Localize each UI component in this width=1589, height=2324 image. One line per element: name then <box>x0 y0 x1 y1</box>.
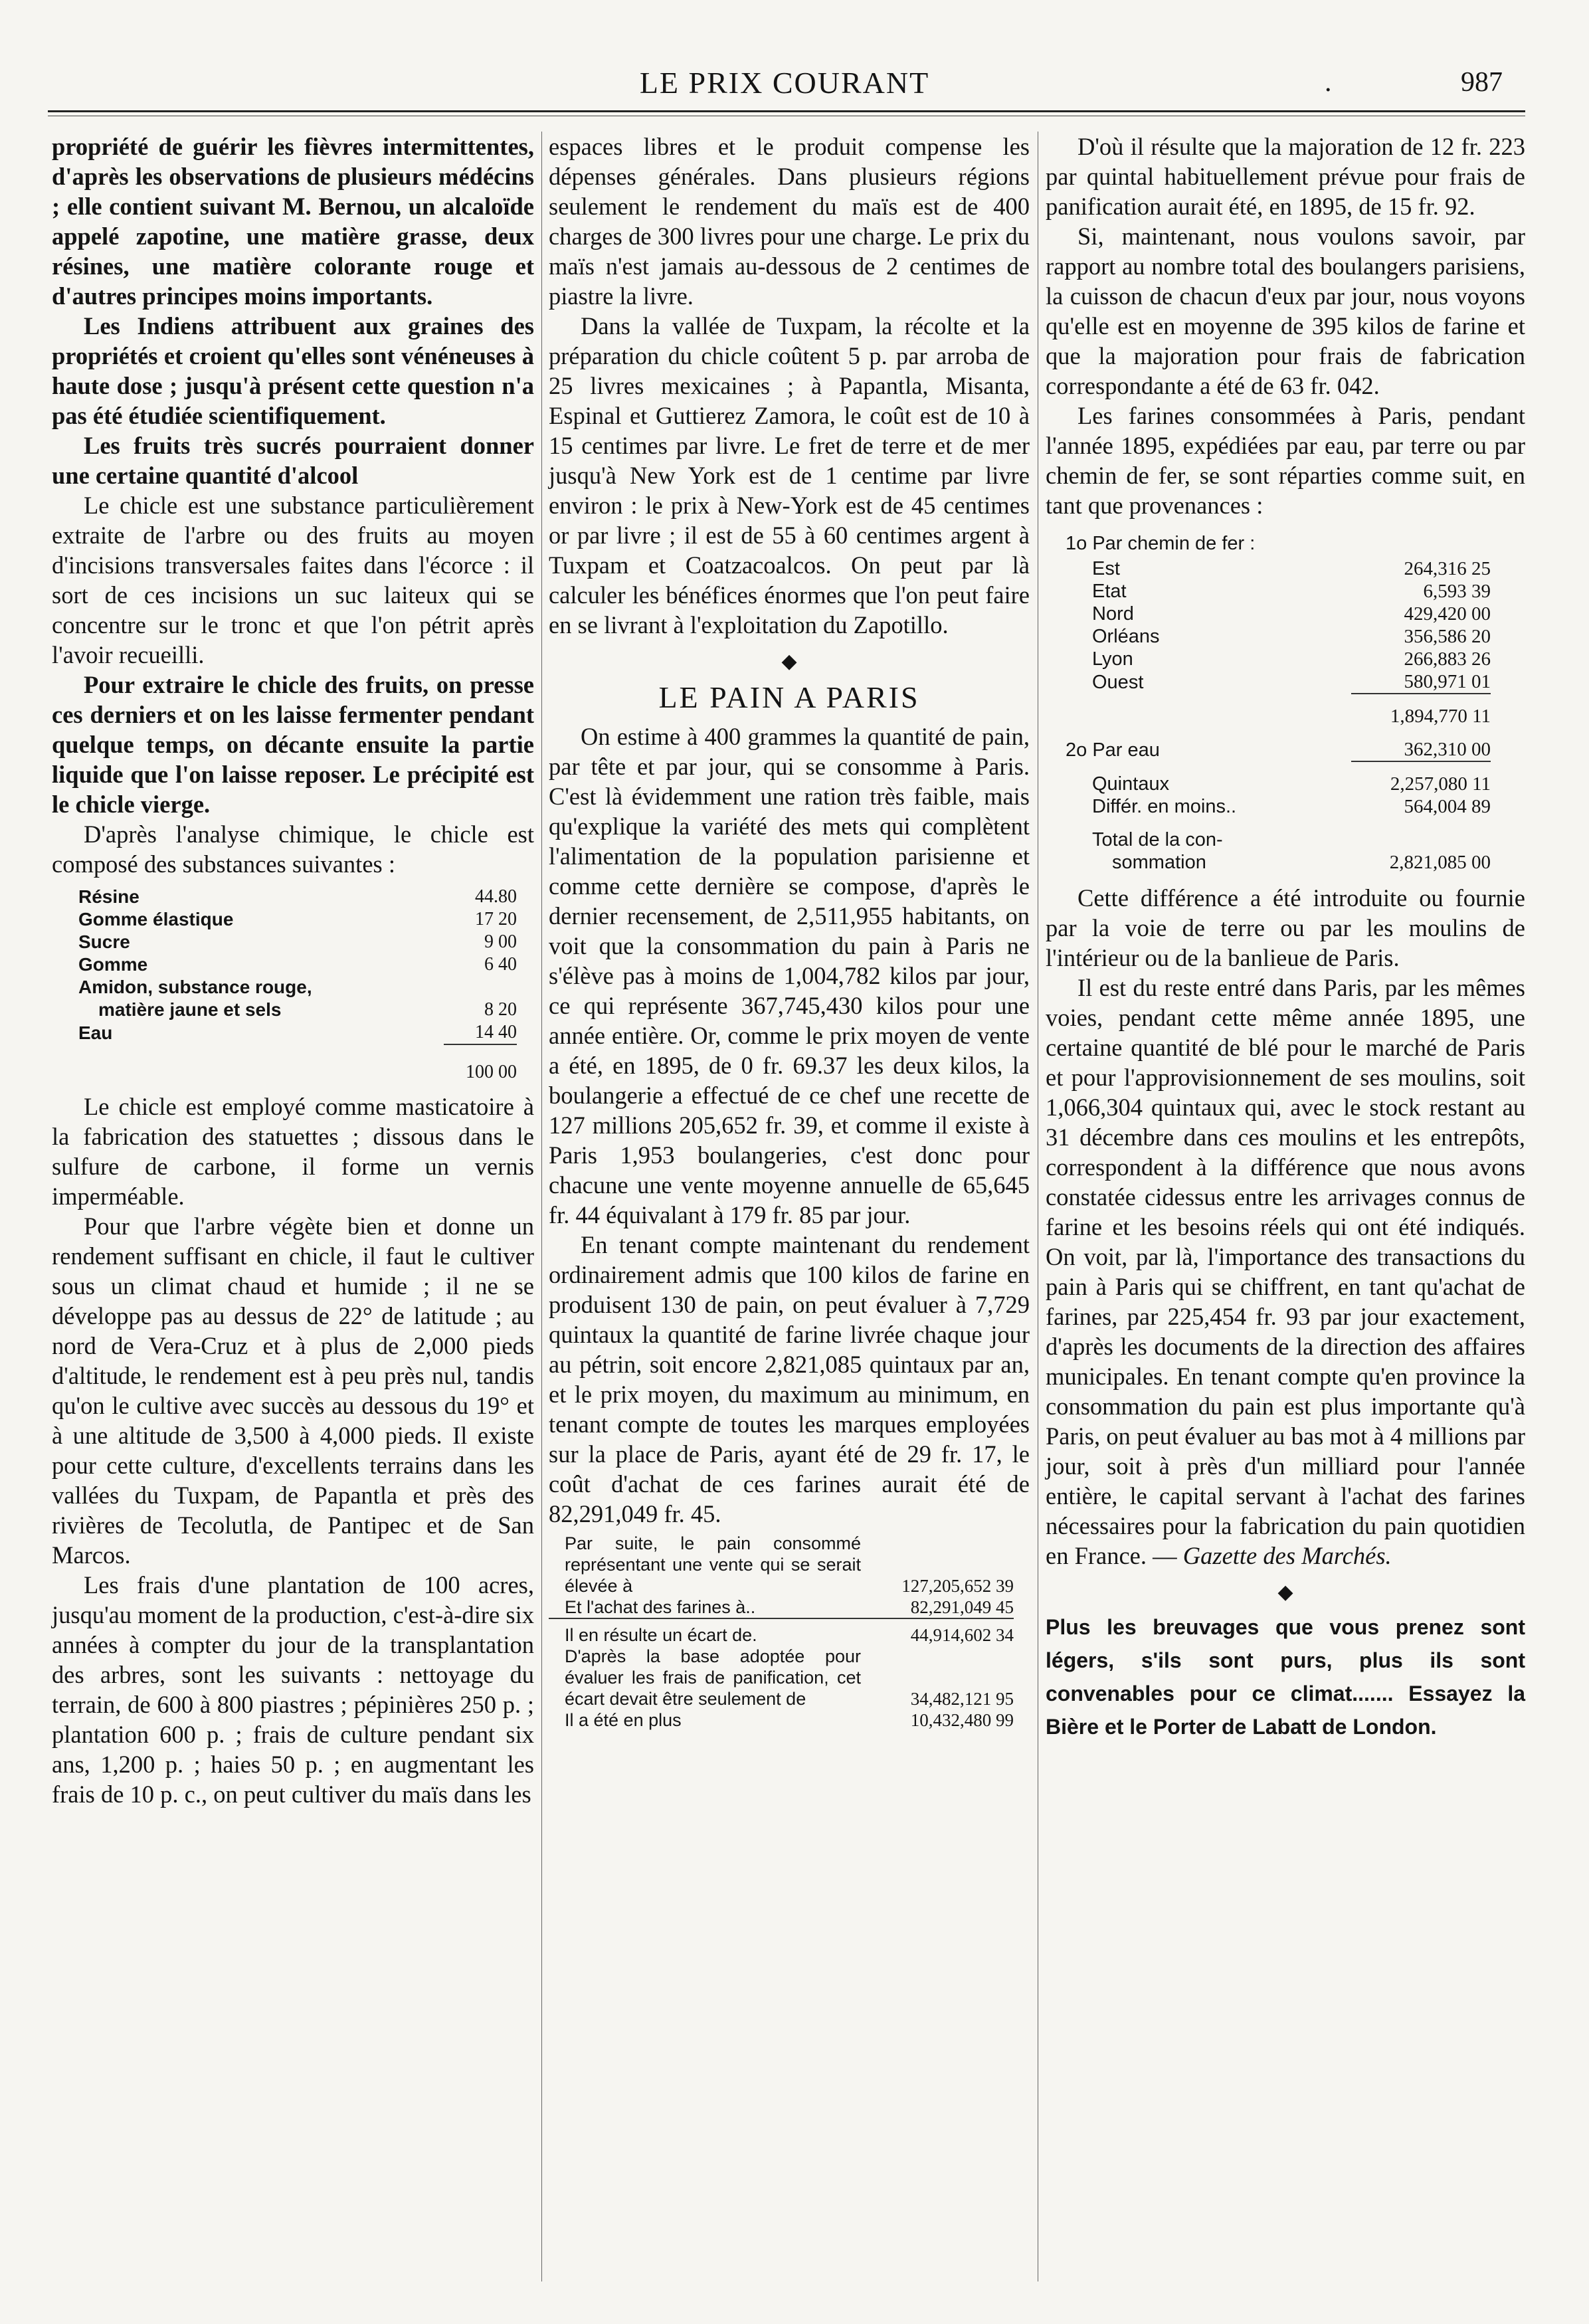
table-row <box>549 1709 1014 1731</box>
railway-value: 356,586 20 <box>1404 626 1491 647</box>
finance-label: D'après la base adoptée pour évaluer les frais de panification, cet écart devait être seulement de <box>565 1646 861 1709</box>
substance-name: Eau <box>78 1022 113 1043</box>
composition-total: 100 00 <box>444 1044 517 1084</box>
rail-header: 1o Par chemin de fer : <box>1066 533 1256 554</box>
table-row <box>1066 795 1491 818</box>
finance-label: Il en résulte un écart de. <box>565 1625 757 1645</box>
table-row <box>1066 818 1491 851</box>
railway-value: 580,971 01 <box>1404 671 1491 692</box>
table-row <box>549 1624 1014 1646</box>
railway-value: 264,316 25 <box>1404 558 1491 579</box>
column-rule-1 <box>541 132 542 2281</box>
total-label-line2: sommation <box>1112 852 1206 873</box>
column-3 <box>1046 132 1525 1743</box>
publication-title: LE PRIX COURANT <box>639 66 930 100</box>
table-row <box>549 1533 1014 1597</box>
paragraph: propriété de guérir les fièvres intermittentes, d'après les observations de plusieurs médécins ; elle contient suivant M. Bernou, un alcaloïde appelé zapotine, une matière grasse, deux résines, une matière colorante rouge et d'autres principes moins importants. <box>52 133 534 310</box>
railway-name: Orléans <box>1092 626 1160 647</box>
table-row-header <box>1066 532 1491 557</box>
railway-name: Lyon <box>1092 648 1133 670</box>
finance-label: Et l'achat des farines à.. <box>565 1597 756 1617</box>
page-header <box>47 65 1523 105</box>
paragraph: espaces libres et le produit compense les dépenses générales. Dans plusieurs régions seulement le rendement du maïs est de 400 charges de 300 livres pour une charge. Le prix du maïs n'est jamais au-dessous de 2 centimes de piastre la livre. <box>549 133 1030 310</box>
table-row <box>1066 580 1491 603</box>
difference-value: 564,004 89 <box>1404 796 1491 817</box>
column-2 <box>549 132 1030 1731</box>
diamond-ornament-icon: ◆ <box>1277 1581 1293 1603</box>
substance-name: Amidon, substance rouge, <box>78 977 312 997</box>
railway-value: 266,883 26 <box>1404 648 1491 670</box>
table-row <box>1066 727 1491 761</box>
diamond-ornament-icon: ◆ <box>781 650 797 672</box>
labatt-advertisement: Plus les breuvages que vous prenez sont légers, s'ils sont purs, plus ils sont convenables pour ce climat....... Essayez la Bière et le Porter de Labatt de London. <box>1046 1615 1525 1739</box>
table-row <box>1066 851 1491 874</box>
table-row <box>78 931 517 953</box>
railway-value: 429,420 00 <box>1404 603 1491 625</box>
substance-name: Gomme élastique <box>78 909 234 929</box>
railway-name: Nord <box>1092 603 1134 625</box>
table-row-total <box>78 1044 517 1084</box>
table-row <box>78 976 517 999</box>
paragraph: Les Indiens attribuent aux graines des propriétés et croient qu'elles sont vénéneuses à haute dose ; jusqu'à présent cette question n'a pas été étudiée scientifiquement. <box>52 312 534 429</box>
table-row <box>78 953 517 976</box>
paragraph: D'après l'analyse chimique, le chicle est composé des substances suivantes : <box>52 821 534 878</box>
finance-table <box>549 1533 1014 1731</box>
table-row <box>549 1597 1014 1618</box>
finance-value: 127,205,652 39 <box>901 1576 1014 1596</box>
difference-label: Différ. en moins.. <box>1092 796 1237 817</box>
paragraph: D'où il résulte que la majoration de 12 fr. 223 par quintal habituellement prévue pour frais de panification aurait été, en 1895, de 15 fr. 92. <box>1046 133 1525 220</box>
table-row <box>78 908 517 931</box>
source-citation: Gazette des Marchés. <box>1182 1542 1392 1569</box>
paragraph: Les farines consommées à Paris, pendant l'année 1895, expédiées par eau, par terre ou par chemin de fer, se sont réparties comme suit, en tant que provenances : <box>1046 402 1525 519</box>
quintaux-value: 2,257,080 11 <box>1351 761 1491 795</box>
table-row <box>78 886 517 908</box>
paragraph: Les frais d'une plantation de 100 acres, jusqu'au moment de la production, c'est-à-dire six années à compter du jour de la transplantation des arbres, sont les suivants : nettoyage du terrain, de 600 à 800 piastres ; pépinières 250 p. ; plantation 600 p. ; frais de culture pendant six ans, 1,200 p. ; haies 50 p. ; en augmentant les frais de 10 p. c., on peut cultiver du maïs dans les <box>52 1571 534 1808</box>
paragraph: Si, maintenant, nous voulons savoir, par rapport au nombre total des boulangers parisiens, la cuisson de chacun d'eux par jour, nous voyons qu'elle est en moyenne de 395 kilos de farine et que la majoration pour frais de fabrication correspondante a été de 63 fr. 042. <box>1046 223 1525 399</box>
paragraph: On estime à 400 grammes la quantité de pain, par tête et par jour, qui se consomme à Paris. C'est là évidemment une ration très faible, mais qu'explique la variété des mets qui complètent l'alimentation de la population parisienne et comme cette dernière se compose, d'après le dernier recensement, de 2,511,955 habitants, on voit que la consommation du pain à Paris ne s'élève pas à moins de 1,004,782 kilos par jour, ce qui représente 367,745,430 kilos pour une année entière. Or, comme le prix moyen de vente a été, en 1895, de 0 fr. 69.37 les deux kilos, la boulangerie a effectué de ce chef une recette de 127 millions 205,652 fr. 39, et comme il existe à Paris 1,953 boulangeries, c'est donc pour chacune une vente moyenne annuelle de 65,645 fr. 44 équivalant à 179 fr. 85 par jour. <box>549 723 1030 1228</box>
railway-name: Etat <box>1092 581 1127 602</box>
column-1 <box>52 132 534 1809</box>
substance-value: 6 40 <box>484 954 517 975</box>
table-row <box>549 1646 1014 1709</box>
substance-value: 8 20 <box>484 999 517 1020</box>
table-row <box>78 1021 517 1044</box>
section-title: LE PAIN A PARIS <box>658 680 920 714</box>
paragraph: Les fruits très sucrés pourraient donner une certaine quantité d'alcool <box>52 432 534 489</box>
substance-value: 9 00 <box>484 931 517 952</box>
composition-table <box>78 886 517 1084</box>
rail-total: 1,894,770 11 <box>1351 694 1491 727</box>
substance-name: Gomme <box>78 954 148 975</box>
railway-name: Est <box>1092 558 1120 579</box>
substance-value: 14 40 <box>475 1022 517 1042</box>
paragraph: En tenant compte maintenant du rendement ordinairement admis que 100 kilos de farine en produisent 130 de pain, on peut évaluer à 7,729 quintaux la quantité de farine livrée chaque jour au pétrin, soit encore 2,821,085 quintaux par an, et le prix moyen, du maximum au minimum, en tenant compte de toutes les marques employées sur la place de Paris, ayant été de 29 fr. 17, le coût d'achat de ces farines aurait été de 82,291,049 fr. 45. <box>549 1231 1030 1527</box>
substance-name: matière jaune et sels <box>98 999 282 1020</box>
paragraph: Pour extraire le chicle des fruits, on presse ces derniers et on les laisse fermenter pendant quelque temps, on décante ensuite la partie liquide que l'on laisse reposer. Le précipité est le chicle vierge. <box>52 671 534 818</box>
finance-value: 44,914,602 34 <box>910 1625 1014 1645</box>
paragraph: Le chicle est une substance particulièrement extraite de l'arbre ou des fruits au moyen d'incisions transversales faites dans l'écorce : il sort de ces incisions un suc laiteux qui se concentre sur le tronc et que l'on pétrit après l'avoir recueilli. <box>52 492 534 668</box>
paragraph: Le chicle est employé comme masticatoire à la fabrication des statuettes ; dissous dans le sulfure de carbone, il forme un vernis imperméable. <box>52 1093 534 1210</box>
finance-value: 34,482,121 95 <box>910 1689 1014 1709</box>
water-value: 362,310 00 <box>1404 739 1491 760</box>
paragraph: Cette différence a été introduite ou fournie par la voie de terre ou par les moulins de l'intérieur ou de la banlieue de Paris. <box>1046 884 1525 971</box>
page-number: 987 <box>1461 67 1503 98</box>
table-row <box>78 999 517 1021</box>
table-row <box>1066 761 1491 795</box>
table-row <box>1066 670 1491 694</box>
total-value: 2,821,085 00 <box>1389 852 1491 873</box>
paragraph-text: Il est du reste entré dans Paris, par les mêmes voies, pendant cette même année 1895, une certaine quantité de blé pour le marché de Paris et pour l'approvisionnement de ses moulins, soit 1,066,304 quintaux qui, avec le stock restant au 31 décembre dans ces moulins et les entrepôts, correspondent à la différence que nous avons constatée cidessus entre les arrivages connus de farine et les besoins réels qui ont été indiqués. On voit, par là, l'importance des transactions du pain à Paris qui se chiffrent, en tant qu'achat de farines, par 225,454 fr. 93 par jour exactement, d'après les documents de la direction des affaires municipales. En tenant compte qu'en province la consommation du pain est plus importante qu'à Paris, on peut évaluer au bas mot à 4 millions par jour, soit à près d'un milliard pour l'année entière, le capital servant à l'achat des farines nécessaires pour la fabrication du pain quotidien en France. — <box>1046 974 1525 1569</box>
finance-value: 10,432,480 99 <box>910 1710 1014 1730</box>
table-row <box>1066 648 1491 670</box>
railway-name: Ouest <box>1092 672 1144 693</box>
table-row-subtotal <box>1066 694 1491 727</box>
header-dot: . <box>1325 67 1332 98</box>
table-row <box>1066 603 1491 625</box>
table-separator <box>549 1618 1014 1624</box>
substance-value <box>444 976 517 999</box>
table-row <box>1066 557 1491 580</box>
flour-provenance-table <box>1066 532 1491 874</box>
paragraph: Pour que l'arbre végète bien et donne un rendement suffisant en chicle, il faut le cultiver sous un climat chaud et humide ; il ne se développe pas au dessus de 22° de latitude ; au nord de Vera-Cruz et à plus de 2,000 pieds d'altitude, le rendement est à peu près nul, tandis qu'on le cultive avec succès au dessous du 19° et à une altitude de 3,500 à 4,000 pieds. Il existe pour cette culture, d'excellents terrains dans les vallées du Tuxpam, de Papantla et près des rivières de Tecolutla, de Pantipec et de San Marcos. <box>52 1212 534 1569</box>
quintaux-label: Quintaux <box>1092 773 1170 795</box>
paragraph <box>1046 973 1525 1571</box>
header-rule <box>48 110 1525 112</box>
water-label: 2o Par eau <box>1066 739 1160 761</box>
substance-name: Résine <box>78 886 140 907</box>
substance-name: Sucre <box>78 931 130 952</box>
finance-label: Il a été en plus <box>565 1710 682 1730</box>
substance-value: 17 20 <box>475 909 517 929</box>
finance-label: Par suite, le pain consommé représentant une vente qui se serait élevée à <box>565 1533 861 1596</box>
substance-value: 44.80 <box>475 886 517 907</box>
paragraph: Dans la vallée de Tuxpam, la récolte et la préparation du chicle coûtent 5 p. par arroba de 25 livres mexicaines ; à Papantla, Misanta, Espinal et Guttierez Zamora, le coût est de 10 à 15 centimes par livre. Le fret de terre et de mer jusqu'à New York est de 1 centime par livre environ : le prix à New-York est de 45 centimes or par livre ; il est de 55 à 60 centimes argent à Tuxpam et Coatzacoalcos. On peut par là calculer les bénéfices énormes que l'on peut faire en se livrant à l'exploitation du Zapotillo. <box>549 312 1030 638</box>
total-label-line1: Total de la con- <box>1092 829 1223 850</box>
railway-value: 6,593 39 <box>1423 581 1491 602</box>
table-row <box>1066 625 1491 648</box>
finance-value: 82,291,049 45 <box>910 1597 1014 1617</box>
